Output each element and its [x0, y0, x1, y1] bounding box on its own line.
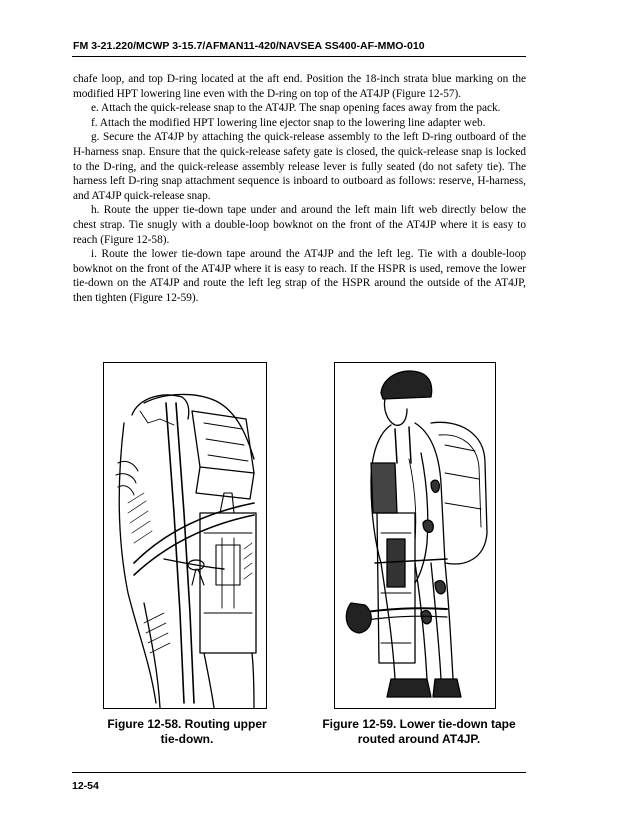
page-number: 12-54 — [72, 780, 99, 792]
figure-12-59-caption-line1: Figure 12-59. Lower tie-down tape — [322, 717, 516, 731]
figure-12-58-caption — [92, 717, 282, 747]
figure-12-58-caption-line2: tie-down. — [160, 732, 214, 746]
running-header: FM 3-21.220/MCWP 3-15.7/AFMAN11-420/NAVSEA SS400-AF-MMO-010 — [73, 40, 425, 52]
figure-12-59-caption — [308, 717, 530, 747]
body-text — [73, 72, 526, 306]
lower-tie-down-drawing — [335, 363, 495, 708]
paragraph-f: f. Attach the modified HPT lowering line ejector snap to the lowering line adapter web. — [91, 116, 486, 129]
figure-12-59-illustration — [334, 362, 496, 709]
footer-rule — [72, 772, 526, 773]
header-rule — [72, 56, 526, 57]
paragraph-h: h. Route the upper tie-down tape under and around the left main lift web directly below the chest strap. Tie snugly with a double-loop bowknot on the front of the AT4JP where it is easy to reach (Figure 12-58). — [73, 204, 526, 246]
figure-12-58-caption-line1: Figure 12-58. Routing upper — [107, 717, 267, 731]
paragraph-i: i. Route the lower tie-down tape around the AT4JP and the left leg. Tie with a double-loop bowknot on the front of the AT4JP where it is easy to reach. If the HSPR is used, remove the lower tie-down on the AT4JP and route the left leg strap of the HSPR around the outside of the AT4JP, then tighten (Figure 12-59). — [73, 248, 526, 304]
paragraph-continued: chafe loop, and top D-ring located at the aft end. Position the 18-inch strata blue marking on the modified HPT lowering line even with the D-ring on top of the AT4JP (Figure 12-57). — [73, 73, 526, 100]
upper-tie-down-drawing — [104, 363, 266, 708]
figure-12-58-illustration — [103, 362, 267, 709]
paragraph-g: g. Secure the AT4JP by attaching the quick-release assembly to the left D-ring outboard of the H-harness snap. Ensure that the quick-release safety gate is closed, the quick-release snap is locked to the D-ring, and the quick-release assembly release lever is fully seated (do not safety tie). The harness left D-ring snap attachment sequence is inboard to outboard as follows: reserve, H-harness, and AT4JP quick-release snap. — [73, 131, 526, 202]
figure-12-59-caption-line2: routed around AT4JP. — [357, 732, 481, 746]
paragraph-e: e. Attach the quick-release snap to the AT4JP. The snap opening faces away from the pack. — [91, 102, 501, 115]
